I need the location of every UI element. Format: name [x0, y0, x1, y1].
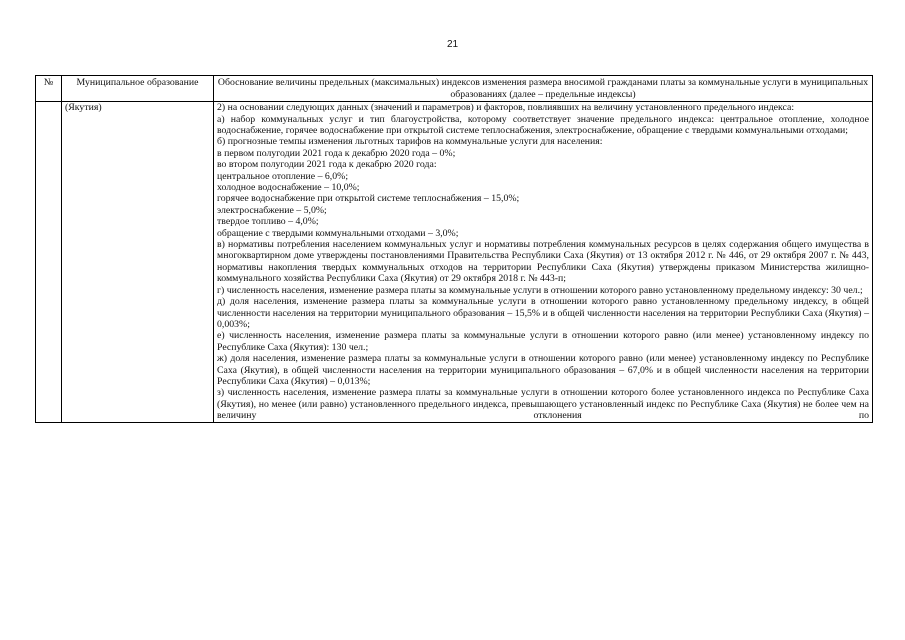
row-municipality-cell: (Якутия): [62, 102, 214, 422]
row-justification-cell: [214, 102, 873, 422]
paragraph-v: в) нормативы потребления населением коммунальных услуг и нормативы потребления коммунальных ресурсов в целях содержания общего имущества в многоквартирном доме утверждены постановлениями Правительства Республики Саха (Якутия) от 13 октября 2012 г. № 446, от 29 октября 2007 г. № 443, нормативы накопления твердых коммунальных отходов на территории Республики Саха (Якутия) утверждены приказом Министерства жилищно-коммунального хозяйства Республики Саха (Якутия) от 29 октября 2018 г. № 443-п;: [217, 239, 869, 285]
page-number: 21: [446, 39, 459, 50]
paragraph-z: з) численность населения, изменение размера платы за коммунальные услуги в отношении которого более установленного индекса по Республике Саха (Якутия), но менее (или равно) установленного предельного индекса, превышающего установленный индекс по Республике Саха (Якутия) не более чем на величину отклонения по: [217, 387, 869, 422]
table-header-row: [36, 76, 873, 102]
tariff-solid-fuel: твердое топливо – 4,0%;: [217, 216, 319, 228]
paragraph-a: а) набор коммунальных услуг и тип благоустройства, которому соответствует значение предельного индекса: центральное отопление, холодное водоснабжение, горячее водоснабжение при открытой системе теплоснабжения, электроснабжение, обращение с твердыми коммунальными отходами;: [217, 113, 869, 136]
tariff-solid-waste: обращение с твердыми коммунальными отходами – 3,0%;: [217, 227, 459, 239]
header-municipality: Муниципальное образование: [62, 76, 214, 102]
row-number-cell: [36, 102, 62, 422]
tariff-heating: центральное отопление – 6,0%;: [217, 170, 349, 182]
tariff-cold-water: холодное водоснабжение – 10,0%;: [217, 182, 360, 194]
paragraph-d: д) доля населения, изменение размера платы за коммунальные услуги в отношении которого равно установленному предельному индексу, в общей численности населения на территории муниципального образования – 15,5% и в общей численности населения на территории Республики Саха (Якутия) – 0,003%;: [217, 296, 869, 330]
paragraph-b: б) прогнозные темпы изменения льготных тарифов на коммунальные услуги для населения:: [217, 136, 603, 148]
paragraph-intro: 2) на основании следующих данных (значений и параметров) и факторов, повлиявших на величину установленного предельного индекса:: [217, 102, 795, 114]
paragraph-zh: ж) доля населения, изменение размера платы за коммунальные услуги в отношении которого равно (или менее) установленному индексу по Республике Саха (Якутия), в общей численности населения на территории муниципального образования – 67,0% и в общей численности населения на территории Республики Саха (Якутия) – 0,013%;: [217, 353, 869, 387]
paragraph-first-half: в первом полугодии 2021 года к декабрю 2020 года – 0%;: [217, 147, 456, 159]
paragraph-second-half: во втором полугодии 2021 года к декабрю 2020 года:: [217, 159, 437, 171]
header-number: №: [36, 76, 62, 102]
header-justification: Обоснование величины предельных (максимальных) индексов изменения размера вносимой гражданами платы за коммунальные услуги в муниципальных образованиях (далее – предельные индексы): [214, 76, 873, 102]
tariff-hot-water: горячее водоснабжение при открытой системе теплоснабжения – 15,0%;: [217, 193, 520, 205]
paragraph-e: е) численность населения, изменение размера платы за коммунальные услуги в отношении которого равно (или менее) установленному индексу по Республике Саха (Якутия): 130 чел.;: [217, 330, 869, 353]
paragraph-g: г) численность населения, изменение размера платы за коммунальные услуги в отношении которого равно установленному предельному индексу: 30 чел.;: [217, 284, 863, 296]
tariff-electricity: электроснабжение – 5,0%;: [217, 204, 327, 216]
justification-table: [35, 75, 873, 423]
table-row: [36, 102, 873, 422]
